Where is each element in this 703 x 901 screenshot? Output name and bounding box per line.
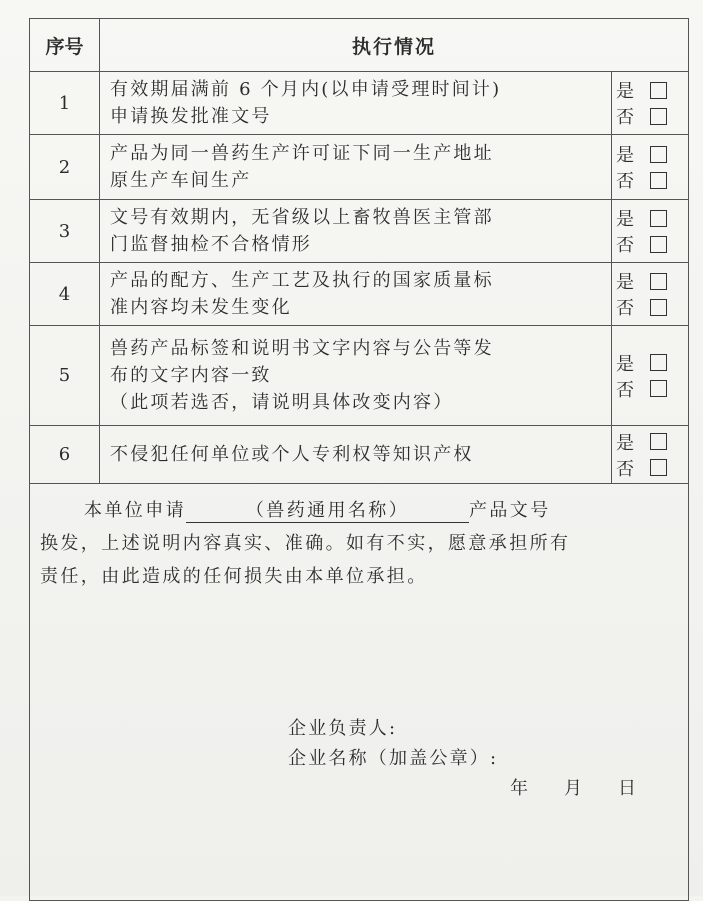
table-row <box>30 72 689 135</box>
table-row <box>30 200 689 263</box>
row-number: 5 <box>30 326 100 426</box>
row-content <box>100 200 612 263</box>
row-text-line: 不侵犯任何单位或个人专利权等知识产权 <box>110 444 474 465</box>
row-content <box>100 426 612 484</box>
no-checkbox[interactable] <box>650 380 667 397</box>
yes-checkbox[interactable] <box>650 210 667 227</box>
yes-label: 是 <box>616 145 634 166</box>
row-text-line: 文号有效期内，无省级以上畜牧兽医主管部 <box>110 207 494 228</box>
responsible-person-label: 企业负责人: <box>288 718 398 739</box>
no-checkbox[interactable] <box>650 459 667 476</box>
yes-no-options <box>612 426 689 484</box>
row-text-line: 原生产车间生产 <box>110 170 252 191</box>
no-label: 否 <box>616 298 634 319</box>
signature-block <box>288 714 498 774</box>
table-row <box>30 135 689 200</box>
table-row <box>30 326 689 426</box>
row-text-line: 产品为同一兽药生产许可证下同一生产地址 <box>110 143 494 164</box>
yes-label: 是 <box>616 353 634 375</box>
yes-label: 是 <box>616 432 634 454</box>
yes-no-options <box>612 135 689 200</box>
row-text-line: 门监督抽检不合格情形 <box>110 234 312 255</box>
no-label: 否 <box>616 107 634 128</box>
yes-checkbox[interactable] <box>650 433 667 450</box>
yes-checkbox[interactable] <box>650 82 667 99</box>
statement-text <box>30 484 688 593</box>
yes-no-options <box>612 200 689 263</box>
yes-checkbox[interactable] <box>650 354 667 371</box>
table-row <box>30 263 689 326</box>
month-label: 月 <box>564 778 584 799</box>
no-label: 否 <box>616 171 634 192</box>
statement-cell <box>30 484 689 901</box>
yes-no-options <box>612 263 689 326</box>
company-name-label: 企业名称（加盖公章）: <box>288 748 499 769</box>
row-number: 6 <box>30 426 100 484</box>
row-content <box>100 72 612 135</box>
no-checkbox[interactable] <box>650 172 667 189</box>
row-number: 3 <box>30 200 100 263</box>
no-label: 否 <box>616 379 634 401</box>
row-content <box>100 263 612 326</box>
row-text-line: 布的文字内容一致 <box>110 365 272 386</box>
row-text-line: （此项若选否，请说明具体改变内容） <box>110 392 454 413</box>
no-label: 否 <box>616 235 634 256</box>
table-header-row <box>30 19 689 72</box>
no-checkbox[interactable] <box>650 108 667 125</box>
header-title: 执行情况 <box>100 19 689 72</box>
row-text-line: 兽药产品标签和说明书文字内容与公告等发 <box>110 338 494 359</box>
row-text-line: 有效期届满前 6 个月内(以申请受理时间计) <box>110 79 502 100</box>
execution-table <box>29 18 689 901</box>
row-text-line: 准内容均未发生变化 <box>110 297 292 318</box>
row-number: 4 <box>30 263 100 326</box>
no-checkbox[interactable] <box>650 299 667 316</box>
no-label: 否 <box>616 458 634 480</box>
yes-no-options <box>612 326 689 426</box>
row-text-line: 产品的配方、生产工艺及执行的国家质量标 <box>110 270 494 291</box>
date-line <box>510 774 638 800</box>
table-row <box>30 426 689 484</box>
yes-checkbox[interactable] <box>650 146 667 163</box>
row-number: 1 <box>30 72 100 135</box>
row-content <box>100 326 612 426</box>
no-checkbox[interactable] <box>650 236 667 253</box>
statement-prefix: 本单位申请 <box>84 500 186 521</box>
day-label: 日 <box>618 778 638 799</box>
row-content <box>100 135 612 200</box>
yes-label: 是 <box>616 272 634 293</box>
statement-line-3: 责任，由此造成的任何损失由本单位承担。 <box>40 566 428 587</box>
yes-checkbox[interactable] <box>650 273 667 290</box>
header-number: 序号 <box>30 19 100 72</box>
row-number: 2 <box>30 135 100 200</box>
statement-suffix: 产品文号 <box>469 500 551 521</box>
yes-label: 是 <box>616 81 634 102</box>
product-name-blank[interactable]: （兽药通用名称） <box>186 500 469 523</box>
statement-line-1 <box>40 494 674 527</box>
statement-row <box>30 484 689 901</box>
yes-label: 是 <box>616 209 634 230</box>
row-text-line: 申请换发批准文号 <box>110 106 272 127</box>
yes-no-options <box>612 72 689 135</box>
year-label: 年 <box>510 778 530 799</box>
statement-line-2: 换发，上述说明内容真实、准确。如有不实，愿意承担所有 <box>40 533 571 554</box>
